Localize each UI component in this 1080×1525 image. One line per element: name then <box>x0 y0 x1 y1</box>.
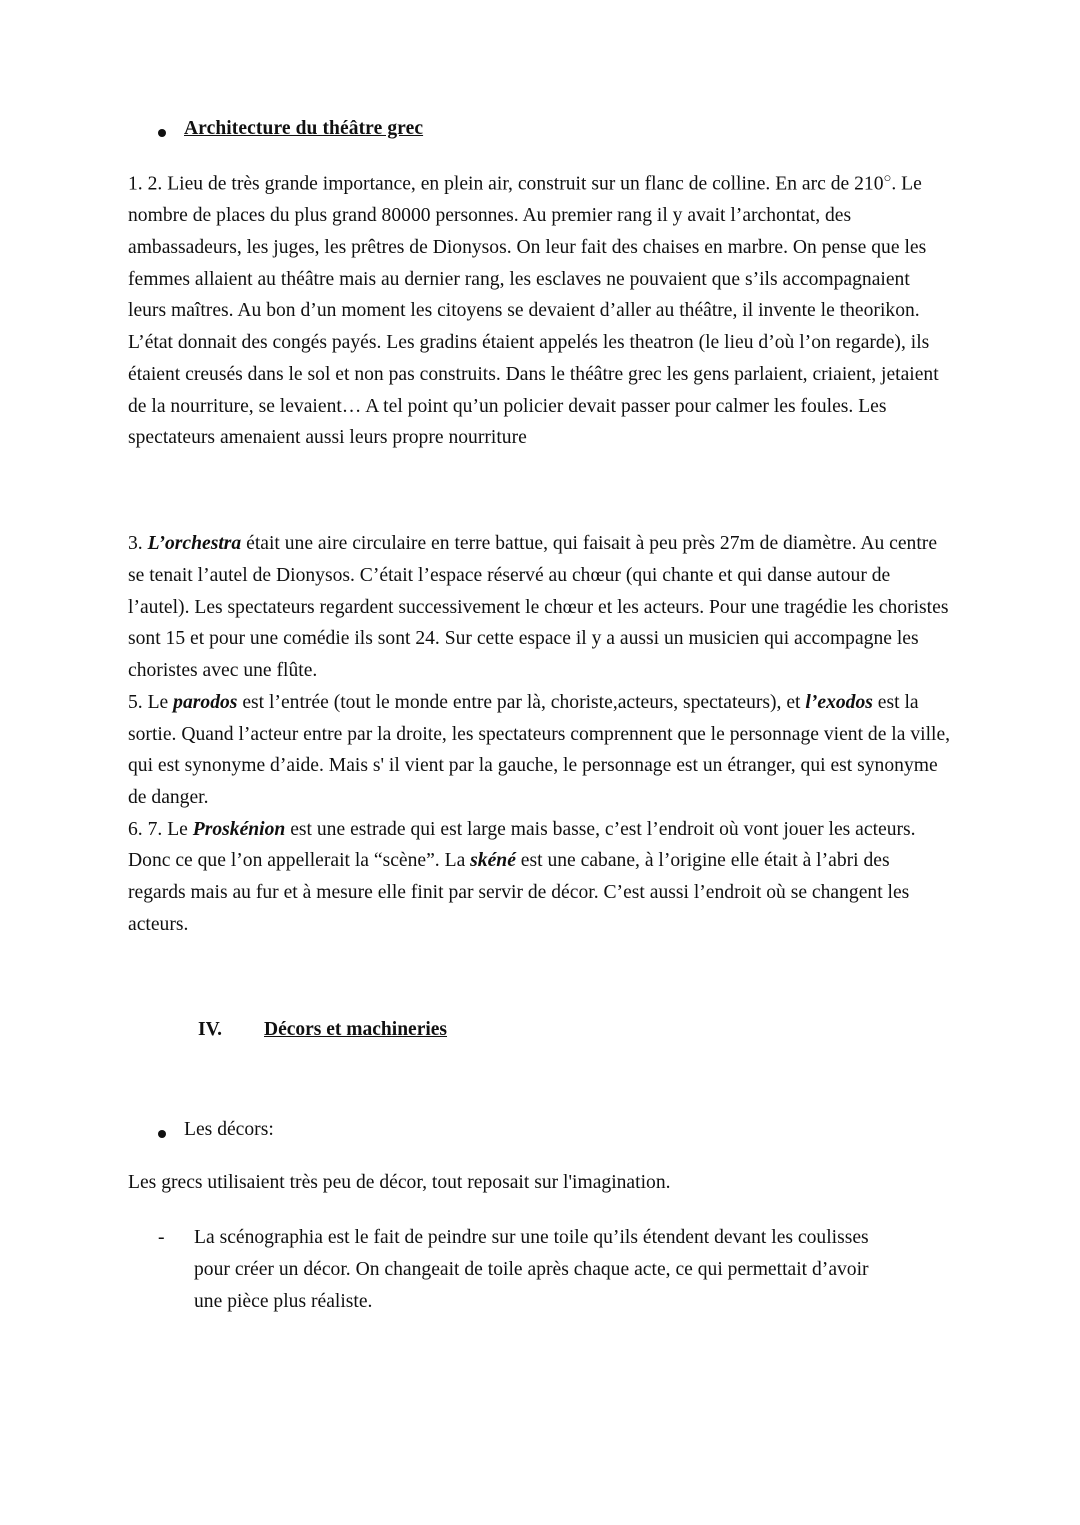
section-heading-architecture <box>158 118 952 140</box>
decors-bullet-item <box>158 1119 952 1141</box>
term-orchestra: L’orchestra <box>147 533 242 555</box>
bullet-dot-icon <box>158 129 166 137</box>
paragraph-3-mid: est l’entrée (tout le monde entre par là, choriste,acteurs, spectateurs), et <box>237 691 806 713</box>
dash-marker: - <box>158 1227 165 1249</box>
roman-section-number: IV. <box>198 1018 223 1040</box>
bullet-dot-icon <box>158 1130 166 1138</box>
term-skene: skéné <box>470 850 516 872</box>
paragraph-4-rest: est une cabane, à l’origine elle était à l’abri des regards mais au fur et à mesure elle finit par servir de décor. C’est aussi l’endroit où se changent les acteurs. <box>128 850 910 935</box>
roman-section-title: Décors et machineries <box>264 1018 448 1040</box>
paragraph-1 <box>128 167 952 454</box>
term-exodos: l’exodos <box>805 691 873 713</box>
paragraph-3 <box>128 687 952 814</box>
paragraph-4-number: 6. 7. Le <box>128 818 193 840</box>
scenographia-text: La scénographia est le fait de peindre sur une toile qu’ils étendent devant les coulisses pour créer un décor. On changeait de toile après chaque acte, ce qui permettait d’avoir une pièce plus réaliste. <box>194 1227 869 1312</box>
scenographia-list-item <box>158 1222 952 1317</box>
degree-symbol: ○ <box>883 170 892 185</box>
term-parodos: parodos <box>173 691 238 713</box>
paragraph-4 <box>128 814 952 941</box>
paragraph-4-mid: est une estrade qui est large mais basse, c’est l’endroit où vont jouer les acteurs. Donc ce que l’on appellerait la “scène”. La <box>128 818 916 872</box>
term-proskenion: Proskénion <box>192 818 286 840</box>
paragraph-3-rest: est la sortie. Quand l’acteur entre par la droite, les spectateurs comprennent que le personnage vient de la ville, qui est synonyme d’aide. Mais s' il vient par la gauche, le personnage est un étranger, qui est synonyme de danger. <box>128 691 951 809</box>
paragraph-2-rest: était une aire circulaire en terre battue, qui faisait à peu près 27m de diamètre. Au centre se tenait l’autel de Dionysos. C’était l’espace réservé au chœur (qui chante et qui danse autour de l’autel). Les spectateurs regardent successivement le chœur et les acteurs. Pour une tragédie les choristes sont 15 et pour une comédie ils sont 24. Sur cette espace il y a aussi un musicien qui accompagne les choristes avec une flûte. <box>128 533 949 682</box>
roman-section-heading <box>198 1019 952 1041</box>
paragraph-1-rest: . Le nombre de places du plus grand 80000 personnes. Au premier rang il y avait l’archontat, des ambassadeurs, les juges, les prêtres de Dionysos. On leur fait des chaises en marbre. On pense que les femmes allaient au théâtre mais au dernier rang, les esclaves ne pouvaient que s’ils accompagnaient leurs maîtres. Au bon d’un moment les citoyens se devaient d’aller au théâtre, il invente le theorikon. L’état donnait des congés payés. Les gradins étaient appelés les theatron (le lieu d’où l’on regarde), ils étaient creusés dans le sol et non pas construits. Dans le théâtre grec les gens parlaient, criaient, jetaient de la nourriture, se levaient… A tel point qu’un policier devait passer pour calmer les foules. Les spectateurs amenaient aussi leurs propre nourriture <box>128 173 939 449</box>
paragraph-1-prefix: 1. 2. Lieu de très grande importance, en plein air, construit sur un flanc de colline. En arc de 210 <box>128 173 884 195</box>
decors-bullet-label: Les décors: <box>184 1118 274 1140</box>
paragraph-3-number: 5. Le <box>128 691 174 713</box>
paragraph-2 <box>128 528 952 687</box>
paragraph-2-number: 3. <box>128 533 148 555</box>
decors-paragraph: Les grecs utilisaient très peu de décor, tout reposait sur l'imagination. <box>128 1171 671 1193</box>
section-heading-label: Architecture du théâtre grec <box>184 118 424 139</box>
